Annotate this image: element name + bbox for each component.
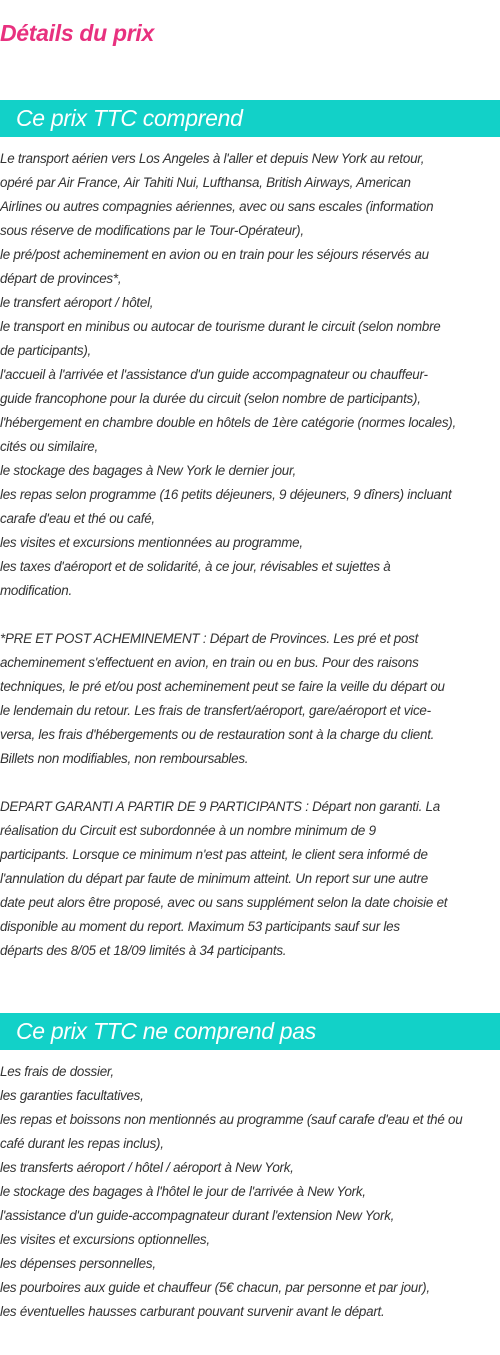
excluded-line: les garanties facultatives, — [0, 1088, 144, 1103]
included-section — [0, 147, 500, 963]
acheminement-note-line: versa, les frais d'hébergements ou de restauration sont à la charge du client. — [0, 727, 435, 742]
included-line: sous réserve de modifications par le Tour-Opérateur), — [0, 223, 304, 238]
included-line: guide francophone pour la durée du circuit (selon nombre de participants), — [0, 391, 421, 406]
excluded-line: les dépenses personnelles, — [0, 1256, 156, 1271]
included-line: les repas selon programme (16 petits déjeuners, 9 déjeuners, 9 dîners) incluant — [0, 487, 452, 502]
excluded-line: les visites et excursions optionnelles, — [0, 1232, 210, 1247]
included-line: l'hébergement en chambre double en hôtels de 1ère catégorie (normes locales), — [0, 415, 456, 430]
excluded-line: les pourboires aux guide et chauffeur (5€ chacun, par personne et par jour), — [0, 1280, 430, 1295]
depart-note-line: participants. Lorsque ce minimum n'est pas atteint, le client sera informé de — [0, 847, 428, 862]
excluded-section — [0, 1060, 500, 1324]
excluded-line: l'assistance d'un guide-accompagnateur durant l'extension New York, — [0, 1208, 395, 1223]
page-title: Détails du prix — [0, 20, 154, 46]
included-line: de participants), — [0, 343, 92, 358]
excluded-header-band — [0, 1013, 500, 1050]
included-line: cités ou similaire, — [0, 439, 98, 454]
included-line: le stockage des bagages à New York le dernier jour, — [0, 463, 296, 478]
included-heading: Ce prix TTC comprend — [16, 105, 243, 131]
depart-note-line: départs des 8/05 et 18/09 limités à 34 participants. — [0, 943, 287, 958]
acheminement-note-line: *PRE ET POST ACHEMINEMENT : Départ de Provinces. Les pré et post — [0, 631, 419, 646]
included-line: Airlines ou autres compagnies aériennes, avec ou sans escales (information — [0, 199, 434, 214]
excluded-line: les transferts aéroport / hôtel / aéroport à New York, — [0, 1160, 294, 1175]
included-line: opéré par Air France, Air Tahiti Nui, Lufthansa, British Airways, American — [0, 175, 411, 190]
depart-note-line: DEPART GARANTI A PARTIR DE 9 PARTICIPANTS : Départ non garanti. La — [0, 799, 440, 814]
included-line: les visites et excursions mentionnées au programme, — [0, 535, 303, 550]
excluded-line: café durant les repas inclus), — [0, 1136, 164, 1151]
acheminement-note-line: le lendemain du retour. Les frais de transfert/aéroport, gare/aéroport et vice- — [0, 703, 431, 718]
included-line: départ de provinces*, — [0, 271, 122, 286]
excluded-line: les éventuelles hausses carburant pouvant survenir avant le départ. — [0, 1304, 385, 1319]
included-line: le pré/post acheminement en avion ou en train pour les séjours réservés au — [0, 247, 429, 262]
depart-note-line: réalisation du Circuit est subordonnée à un nombre minimum de 9 — [0, 823, 376, 838]
included-line: le transport en minibus ou autocar de tourisme durant le circuit (selon nombre — [0, 319, 441, 334]
depart-note-line: date peut alors être proposé, avec ou sans supplément selon la date choisie et — [0, 895, 448, 910]
included-line: carafe d'eau et thé ou café, — [0, 511, 155, 526]
excluded-heading: Ce prix TTC ne comprend pas — [16, 1018, 316, 1044]
included-line: les taxes d'aéroport et de solidarité, à ce jour, révisables et sujettes à — [0, 559, 391, 574]
excluded-line: Les frais de dossier, — [0, 1064, 114, 1079]
acheminement-note-line: Billets non modifiables, non remboursables. — [0, 751, 249, 766]
acheminement-note-line: techniques, le pré et/ou post acheminement peut se faire la veille du départ ou — [0, 679, 445, 694]
excluded-line: le stockage des bagages à l'hôtel le jour de l'arrivée à New York, — [0, 1184, 366, 1199]
acheminement-note-line: acheminement s'effectuent en avion, en train ou en bus. Pour des raisons — [0, 655, 419, 670]
included-line: l'accueil à l'arrivée et l'assistance d'un guide accompagnateur ou chauffeur- — [0, 367, 428, 382]
included-line: Le transport aérien vers Los Angeles à l'aller et depuis New York au retour, — [0, 151, 425, 166]
included-line: le transfert aéroport / hôtel, — [0, 295, 154, 310]
depart-note-line: disponible au moment du report. Maximum 53 participants sauf sur les — [0, 919, 400, 934]
included-header-band — [0, 100, 500, 137]
excluded-line: les repas et boissons non mentionnés au programme (sauf carafe d'eau et thé ou — [0, 1112, 463, 1127]
included-line: modification. — [0, 583, 72, 598]
depart-note-line: l'annulation du départ par faute de minimum atteint. Un report sur une autre — [0, 871, 428, 886]
